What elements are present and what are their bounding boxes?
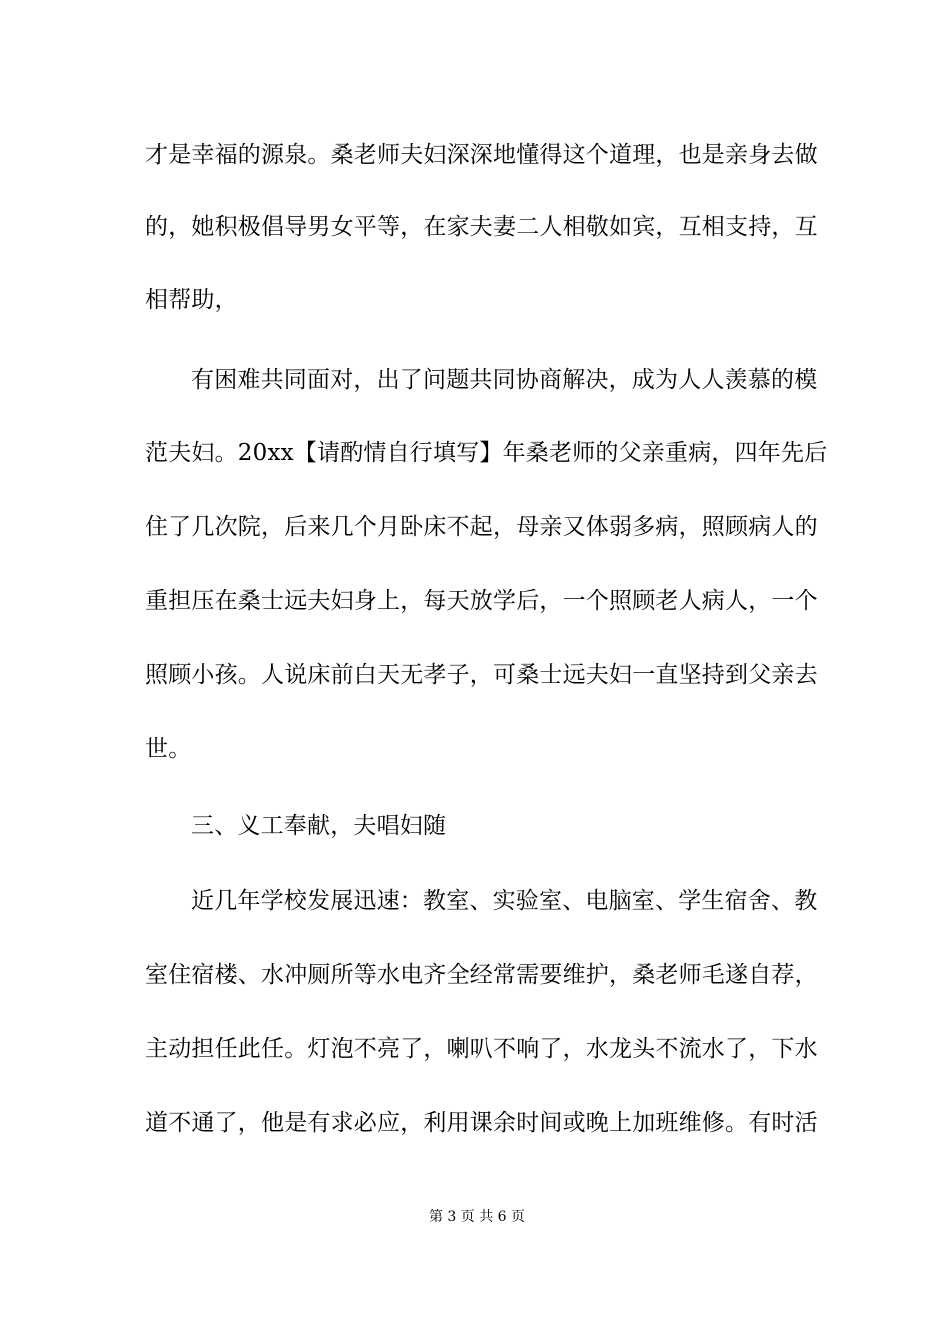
page-number-footer: 第 3 页 共 6 页 bbox=[428, 1209, 526, 1225]
text-line-5: 范夫妇。20xx【请酌情自行填写】年桑老师的父亲重病，四年先后 bbox=[145, 440, 828, 466]
text-line-2: 的，她积极倡导男女平等，在家夫妻二人相敬如宾，互相支持，互 bbox=[145, 214, 818, 240]
text-line-13: 主动担任此任。灯泡不亮了，喇叭不响了，水龙头不流水了，下水 bbox=[145, 1036, 818, 1062]
text-line-6: 住了几次院，后来几个月卧床不起，母亲又体弱多病，照顾病人的 bbox=[145, 514, 818, 540]
text-line-3: 相帮助， bbox=[145, 287, 238, 313]
text-line-1: 才是幸福的源泉。桑老师夫妇深深地懂得这个道理，也是亲身去做 bbox=[145, 142, 818, 168]
text-line-4: 有困难共同面对，出了问题共同协商解决，成为人人羡慕的模 bbox=[191, 367, 818, 393]
section-heading: 三、义工奉献，夫唱妇随 bbox=[191, 813, 447, 839]
text-line-9: 世。 bbox=[145, 736, 192, 762]
text-line-11: 近几年学校发展迅速：教室、实验室、电脑室、学生宿舍、教 bbox=[191, 888, 818, 914]
text-line-12: 室住宿楼、水冲厕所等水电齐全经常需要维护，桑老师毛遂自荐， bbox=[145, 962, 818, 988]
text-line-14: 道不通了，他是有求必应，利用课余时间或晚上加班维修。有时活 bbox=[145, 1110, 818, 1136]
text-line-7: 重担压在桑士远夫妇身上，每天放学后，一个照顾老人病人，一个 bbox=[145, 588, 818, 614]
text-line-8: 照顾小孩。人说床前白天无孝子，可桑士远夫妇一直坚持到父亲去 bbox=[145, 662, 818, 688]
